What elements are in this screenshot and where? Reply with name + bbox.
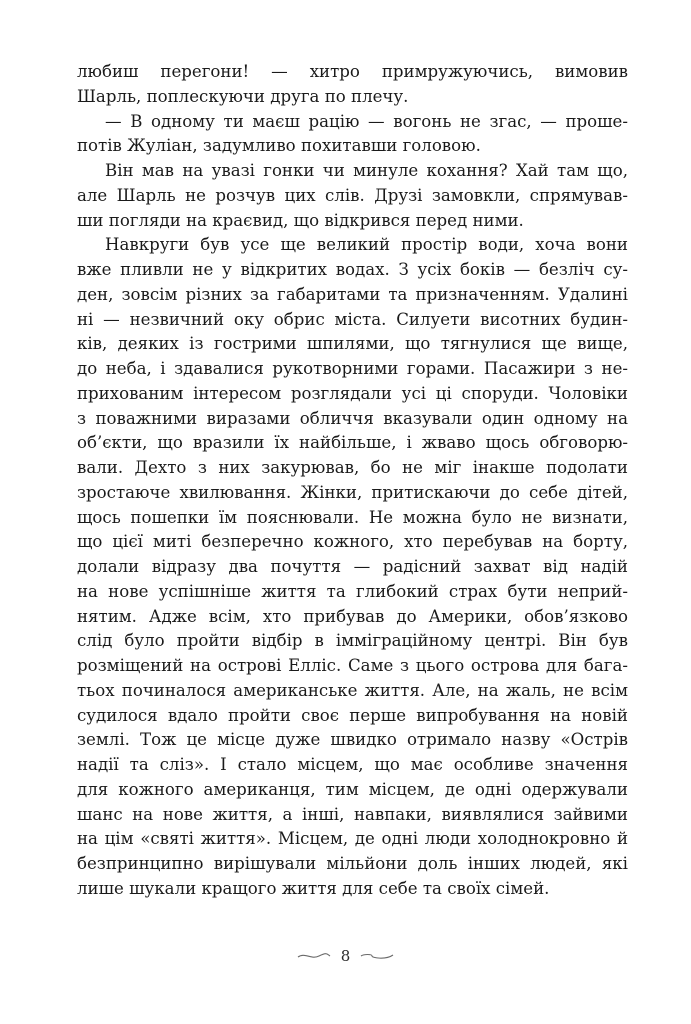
text-line: але Шарль не розчув цих слів. Друзі замовкли, спрямував-	[77, 185, 628, 205]
body-text	[77, 60, 628, 902]
text-line: Шарль, поплескуючи друга по плечу.	[77, 86, 409, 106]
right-flourish-icon	[360, 950, 394, 962]
text-line: ків, деяких із гострими шпилями, що тягнулися ще вище,	[77, 334, 628, 354]
text-line: прихованим інтересом розглядали усі ці споруди. Чоловіки	[77, 383, 628, 403]
text-line: землі. Тож це місце дуже швидко отримало назву «Острів	[77, 730, 628, 750]
text-line: ден, зовсім різних за габаритами та призначенням. Удалині	[77, 284, 628, 304]
text-line: об’єкти, що вразили їх найбільше, і жваво щось обговорю-	[77, 433, 628, 453]
text-line: безпринципно вирішували мільйони доль інших людей, які	[77, 854, 628, 873]
text-line: вже пливли не у відкритих водах. З усіх боків — безліч су-	[77, 260, 628, 279]
text-line: вали. Дехто з них закурював, бо не міг інакше подолати	[77, 458, 628, 477]
text-line: Навкруги був усе ще великий простір води, хоча вони	[105, 235, 628, 255]
text-line: тьох починалося американське життя. Але, на жаль, не всім	[77, 680, 628, 700]
text-line: що цієї миті безперечно кожного, хто перебував на борту,	[77, 532, 628, 552]
text-line: — В одному ти маєш рацію — вогонь не згас, — проше-	[105, 111, 628, 131]
text-line: ні — незвичний оку обрис міста. Силуети висотних будин-	[77, 309, 628, 329]
text-line: нятим. Адже всім, хто прибував до Америки, обов’язково	[77, 606, 628, 626]
text-line: слід було пройти відбір в імміграційному центрі. Він був	[77, 631, 628, 651]
text-line: розміщений на острові Елліс. Саме з цього острова для бага-	[77, 656, 628, 675]
text-line: для кожного американця, тим місцем, де одні одержували	[77, 779, 628, 799]
text-line: на нове успішніше життя та глибокий страх бути неприй-	[77, 581, 628, 601]
text-line: ши погляди на краєвид, що відкрився перед ними.	[77, 210, 524, 230]
text-line: любиш перегони! — хитро примружуючись, вимовив	[77, 62, 628, 81]
text-line: долали відразу два почуття — радісний захват від надій	[77, 557, 628, 576]
page-footer	[0, 944, 691, 968]
left-flourish-icon	[297, 950, 331, 962]
text-line: лише шукали кращого життя для себе та своїх сімей.	[77, 878, 550, 898]
text-line: щось пошепки їм пояснювали. Не можна було не визнати,	[77, 507, 628, 527]
text-line: на цім «святі життя». Місцем, де одні люди холоднокровно й	[77, 829, 628, 849]
text-line: шанс на нове життя, а інші, навпаки, виявлялися зайвими	[77, 804, 628, 824]
text-line: з поважними виразами обличчя вказували один одному на	[77, 408, 628, 428]
page-number: 8	[340, 947, 351, 965]
text-line: надії та сліз». І стало місцем, що має особливе значення	[77, 755, 628, 774]
text-line: зростаюче хвилювання. Жінки, притискаючи до себе дітей,	[77, 482, 628, 502]
text-line: потів Жуліан, задумливо похитавши головою.	[77, 136, 481, 156]
text-line: Він мав на увазі гонки чи минуле кохання? Хай там що,	[105, 161, 628, 180]
text-line: судилося вдало пройти своє перше випробування на новій	[77, 705, 628, 725]
text-line: до неба, і здавалися рукотворними горами. Пасажири з не-	[77, 359, 628, 378]
